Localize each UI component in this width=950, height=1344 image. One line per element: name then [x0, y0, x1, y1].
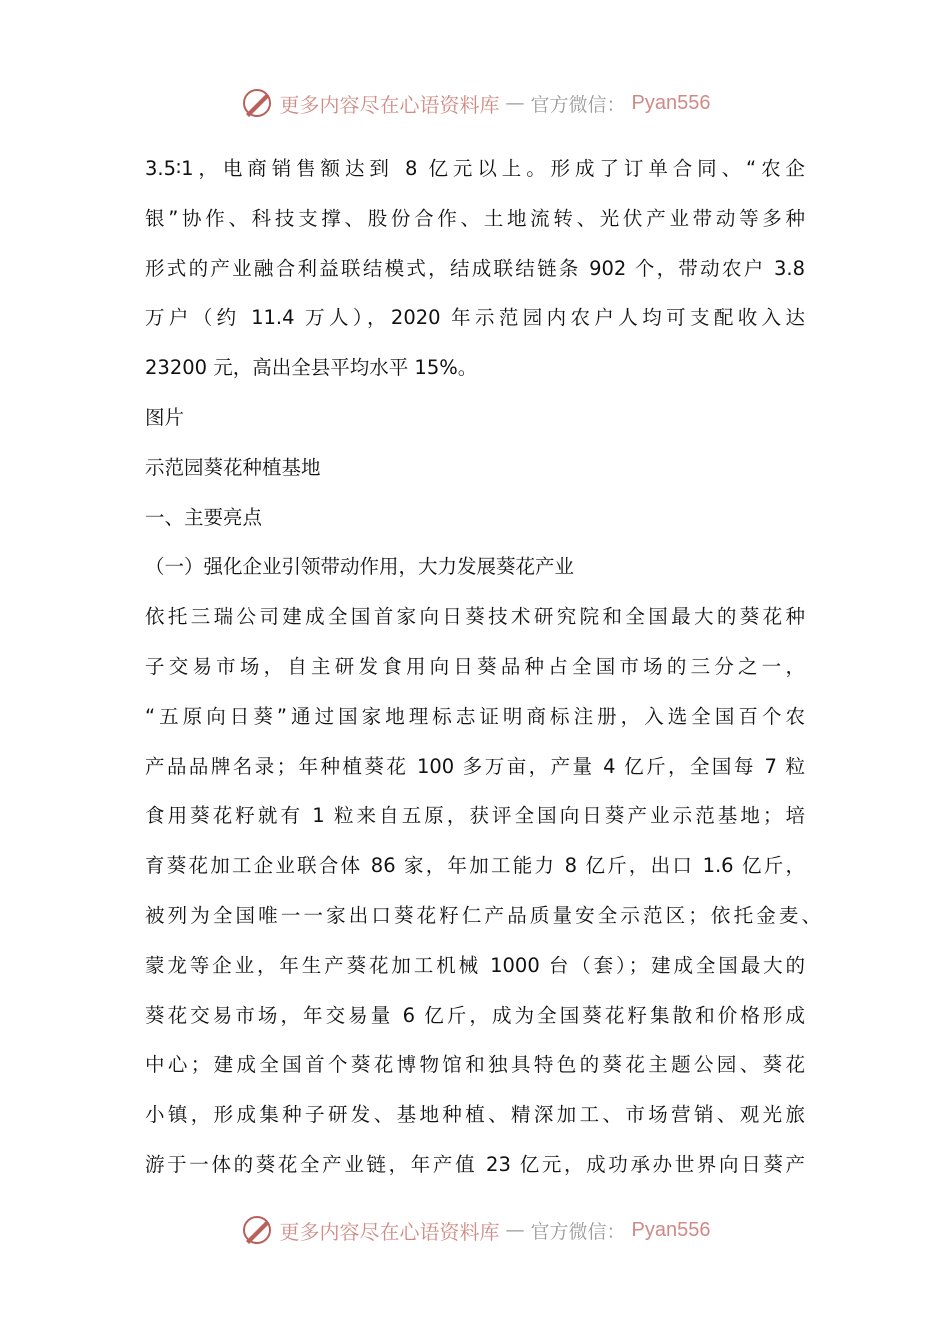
watermark-wechat-label: 官方微信：: [530, 93, 626, 116]
text-line: 被列为全国唯一一家出口葵花籽仁产品质量安全示范区；依托金麦、: [145, 904, 821, 927]
watermark-wechat-label: 官方微信：: [530, 1220, 626, 1243]
pen-logo-icon: [240, 1213, 274, 1247]
text-line: 小镇，形成集种子研发、基地种植、精深加工、市场营销、观光旅: [145, 1103, 805, 1127]
text-line: 万户（约 11.4 万人），2020 年示范园内农户人均可支配收入达: [145, 306, 805, 330]
text-line: 23200 元，高出全县平均水平 15%。: [145, 356, 478, 380]
text-line: 葵花交易市场，年交易量 6 亿斤，成为全国葵花籽集散和价格形成: [145, 1003, 805, 1027]
watermark-wechat-id: Pyan556: [631, 91, 711, 114]
caption-line: 示范园葵花种植基地: [145, 455, 321, 479]
text-line: 产品品牌名录；年种植葵花 100 多万亩，产量 4 亿斤，全国每 7 粒: [145, 754, 805, 778]
text-line: 3.5∶1，电商销售额达到 8 亿元以上。形成了订单合同、“农企: [145, 157, 805, 180]
text-line: 蒙龙等企业，年生产葵花加工机械 1000 台（套）；建成全国最大的: [145, 953, 805, 977]
watermark-separator: —: [505, 1219, 525, 1241]
heading-line: 一、主要亮点: [145, 505, 263, 529]
pen-logo-icon: [240, 86, 274, 120]
watermark-wechat-id: Pyan556: [631, 1218, 711, 1241]
text-line: 食用葵花籽就有 1 粒来自五原，获评全国向日葵产业示范基地；培: [145, 804, 805, 828]
text-line: 银”协作、科技支撑、股份合作、土地流转、光伏产业带动等多种: [145, 206, 805, 230]
heading-line: （一）强化企业引领带动作用，大力发展葵花产业: [145, 555, 575, 579]
caption-line: 图片: [145, 406, 185, 429]
text-line: 依托三瑞公司建成全国首家向日葵技术研究院和全国最大的葵花种: [145, 605, 805, 629]
text-line: “五原向日葵”通过国家地理标志证明商标注册，入选全国百个农: [145, 704, 805, 728]
watermark-site-text: 更多内容尽在心语资料库: [279, 92, 500, 117]
text-line: 子交易市场，自主研发食用向日葵品种占全国市场的三分之一，: [145, 655, 805, 678]
header-watermark: [0, 86, 950, 120]
text-line: 游于一体的葵花全产业链，年产值 23 亿元，成功承办世界向日葵产: [145, 1153, 805, 1176]
watermark-separator: —: [505, 92, 525, 114]
text-line: 形式的产业融合利益联结模式，结成联结链条 902 个，带动农户 3.8: [145, 256, 805, 280]
footer-watermark: [0, 1213, 950, 1247]
text-line: 育葵花加工企业联合体 86 家，年加工能力 8 亿斤，出口 1.6 亿斤，: [145, 854, 805, 878]
watermark-site-text: 更多内容尽在心语资料库: [279, 1219, 500, 1244]
text-line: 中心；建成全国首个葵花博物馆和独具特色的葵花主题公园、葵花: [145, 1053, 805, 1077]
